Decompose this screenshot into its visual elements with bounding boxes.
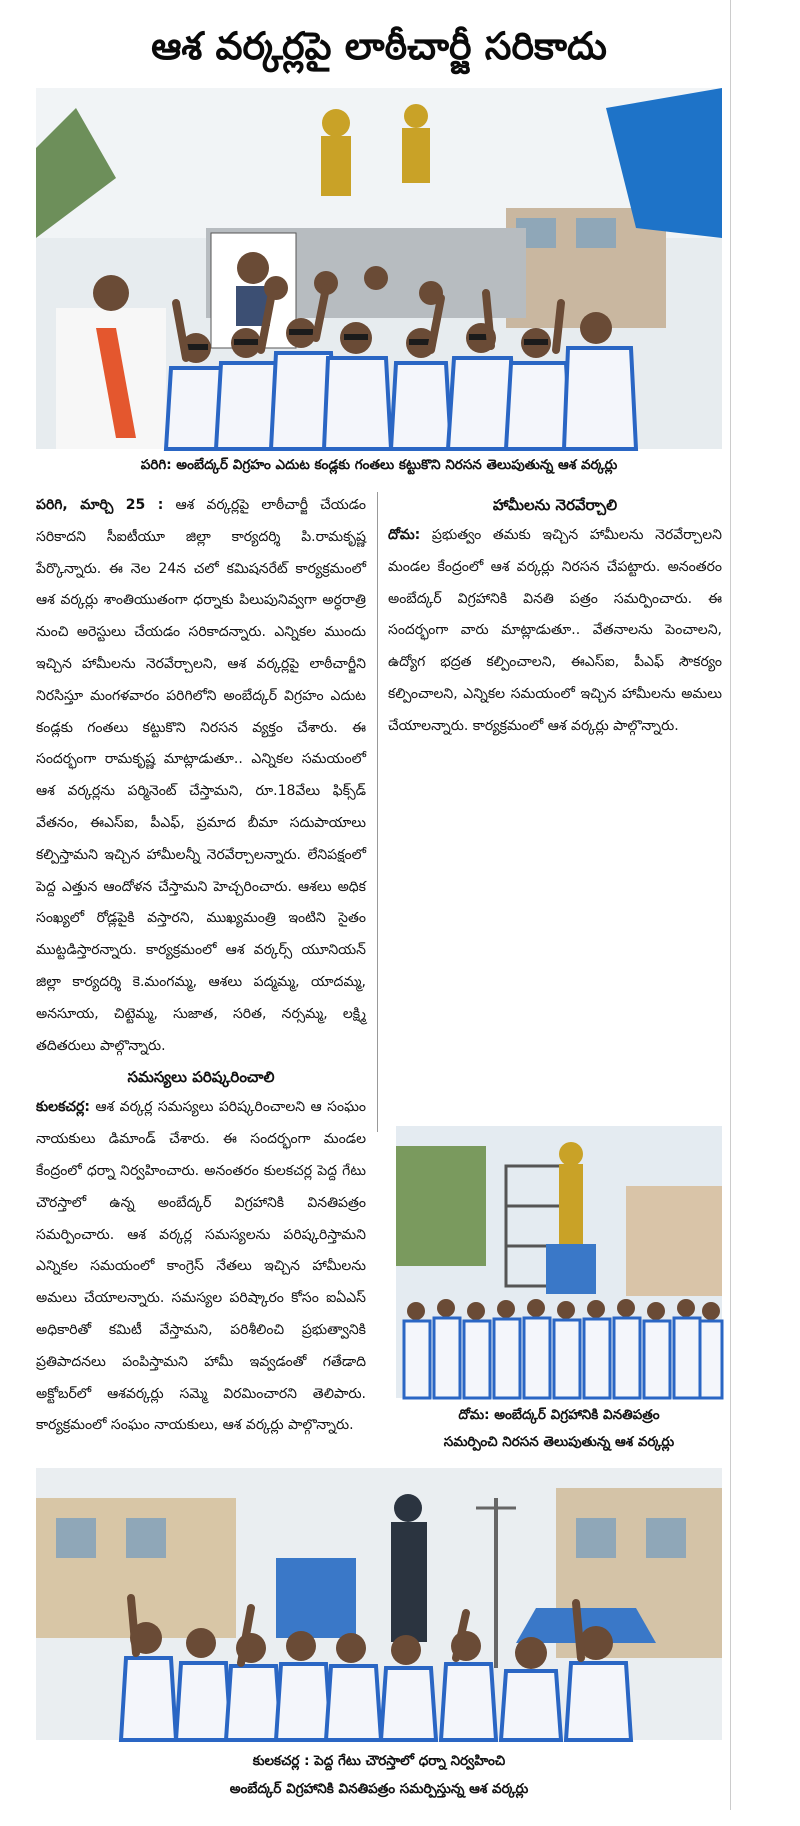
photo-middle-caption-line1: దోమ: అంబేద్కర్ విగ్రహానికి వినతిపత్రం bbox=[458, 1407, 660, 1423]
subhead-problems: సమస్యలు పరిష్కరించాలి bbox=[127, 1068, 275, 1087]
photo-top-caption: పరిగి: అంబేద్కర్ విగ్రహం ఎదుట కండ్లకు గంతలు కట్టుకొని నిరసన తెలుపుతున్న ఆశ వర్కర్లు bbox=[140, 457, 618, 473]
subhead-promises: హామీలను నెరవేర్చాలి bbox=[492, 496, 618, 514]
column-divider bbox=[377, 492, 378, 1132]
headline: ఆశ వర్కర్లపై లాఠీచార్జీ సరికాదు bbox=[151, 24, 607, 68]
photo-middle-illustration bbox=[396, 1126, 722, 1398]
section2-body: ఆశ వర్కర్ల సమస్యలు పరిష్కరించాలని ఆ సంఘం నాయకులు డిమాండ్ చేశారు. ఈ సందర్భంగా మండల కేంద్రంలో ధర్నా నిర్వహించారు. అనంతరం కులకచర్ల పెద్ద గేటు చౌరస్తాలో ఉన్న అంబేద్కర్ విగ్రహానికి వినతిపత్రం సమర్పించారు. ఆశ వర్కర్ల సమస్యలను పరిష్కరిస్తామని ఎన్నికల సమయంలో కాంగ్రెస్ నేతలు ఇచ్చిన హామీలను అమలు చేయాలన్నారు. సమస్యల పరిష్కారం కోసం ఐఏఎస్ అధికారితో కమిటీ వేస్తామని, పరిశీలించి ప్రభుత్వానికి ప్రతిపాదనలు పంపిస్తామని హామీ ఇవ్వడంతో గతేడాది అక్టోబర్‌లో ఆశవర్కర్లు సమ్మె విరమించారని తెలిపారు. కార్యక్రమంలో సంఘం నాయకులు, ఆశ వర్కర్లు పాల్గొన్నారు. bbox=[36, 1099, 366, 1434]
photo-bottom-illustration bbox=[36, 1468, 722, 1740]
section3-dateline: దోమ: bbox=[388, 527, 421, 543]
section2-dateline: కులకచర్ల: bbox=[36, 1099, 90, 1116]
photo-top-illustration bbox=[36, 88, 722, 449]
section3-body: ప్రభుత్వం తమకు ఇచ్చిన హామీలను నెరవేర్చాలని మండల కేంద్రంలో ఆశ వర్కర్లు నిరసన చేపట్టారు. అనంతరం అంబేద్కర్ విగ్రహానికి వినతి పత్రం సమర్పించారు. ఈ సందర్భంగా వారు మాట్లాడుతూ.. వేతనాలను పెంచాలని, ఉద్యోగ భద్రత కల్పించాలని, ఈఎస్ఐ, పీఎఫ్ సౌకర్యం కల్పించాలని, ఎన్నికల సమయంలో ఇచ్చిన హామీలను అమలు చేయాలన్నారు. కార్యక్రమంలో ఆశ వర్కర్లు పాల్గొన్నారు. bbox=[388, 527, 722, 734]
photo-middle bbox=[396, 1126, 722, 1398]
section2-paragraph bbox=[36, 1092, 366, 1442]
lead-paragraph bbox=[36, 490, 366, 1062]
article-right-column bbox=[388, 490, 722, 1090]
photo-bottom-caption-line2: అంబేద్కర్ విగ్రహానికి వినతిపత్రం సమర్పిస్తున్న ఆశ వర్కర్లు bbox=[229, 1781, 529, 1797]
section3-paragraph bbox=[388, 520, 722, 743]
photo-top bbox=[36, 88, 722, 449]
photo-bottom bbox=[36, 1468, 722, 1740]
lead-dateline: పరిగి, మార్చి 25 : bbox=[36, 497, 164, 513]
lead-body: ఆశ వర్కర్లపై లాఠీచార్జీ చేయడం సరికాదని సీఐటీయూ జిల్లా కార్యదర్శి పి.రామకృష్ణ పేర్కొన్నారు. ఈ నెల 24న చలో కమిషనరేట్ కార్యక్రమంలో ఆశ వర్కర్లు శాంతియుతంగా ధర్నాకు పిలుపునివ్వగా అర్ధరాత్రి నుంచి అరెస్టులు చేయడం సరికాదన్నారు. ఎన్నికల ముందు ఇచ్చిన హామీలను నెరవేర్చాలని, ఆశ వర్కర్లపై లాఠీచార్జీని నిరసిస్తూ మంగళవారం పరిగిలోని అంబేద్కర్ విగ్రహం ఎదుట కండ్లకు గంతలు కట్టుకొని నిరసన వ్యక్తం చేశారు. ఈ సందర్భంగా రామకృష్ణ మాట్లాడుతూ.. ఎన్నికల సమయంలో ఆశ వర్కర్లను పర్మినెంట్ చేస్తామని, రూ.18వేలు ఫిక్స్‌డ్ వేతనం, ఈఎస్ఐ, పీఎఫ్, ప్రమాద బీమా సదుపాయాలు కల్పిస్తామని ఇచ్చిన హామీలన్నీ నెరవేర్చాలన్నారు. లేనిపక్షంలో పెద్ద ఎత్తున ఆందోళన చేస్తామని హెచ్చరించారు. ఆశలు అధిక సంఖ్యలో రోడ్లపైకి వస్తారని, ముఖ్యమంత్రి ఇంటిని సైతం ముట్టడిస్తారన్నారు. కార్యక్రమంలో ఆశ వర్కర్స్ యూనియన్ జిల్లా కార్యదర్శి కె.మంగమ్మ, ఆశలు పద్మమ్మ, యాదమ్మ, అనసూయ, చిట్టెమ్మ, సుజాత, సరిత, నర్సమ్మ, లక్ష్మి తదితరులు పాల్గొన్నారు. bbox=[36, 497, 367, 1054]
article-left-column bbox=[36, 490, 367, 1434]
photo-bottom-caption-line1: కులకచర్ల : పెద్ద గేటు చౌరస్తాలో ధర్నా నిర్వహించి bbox=[252, 1753, 506, 1769]
photo-middle-caption-line2: సమర్పించి నిరసన తెలుపుతున్న ఆశ వర్కర్లు bbox=[443, 1434, 675, 1450]
